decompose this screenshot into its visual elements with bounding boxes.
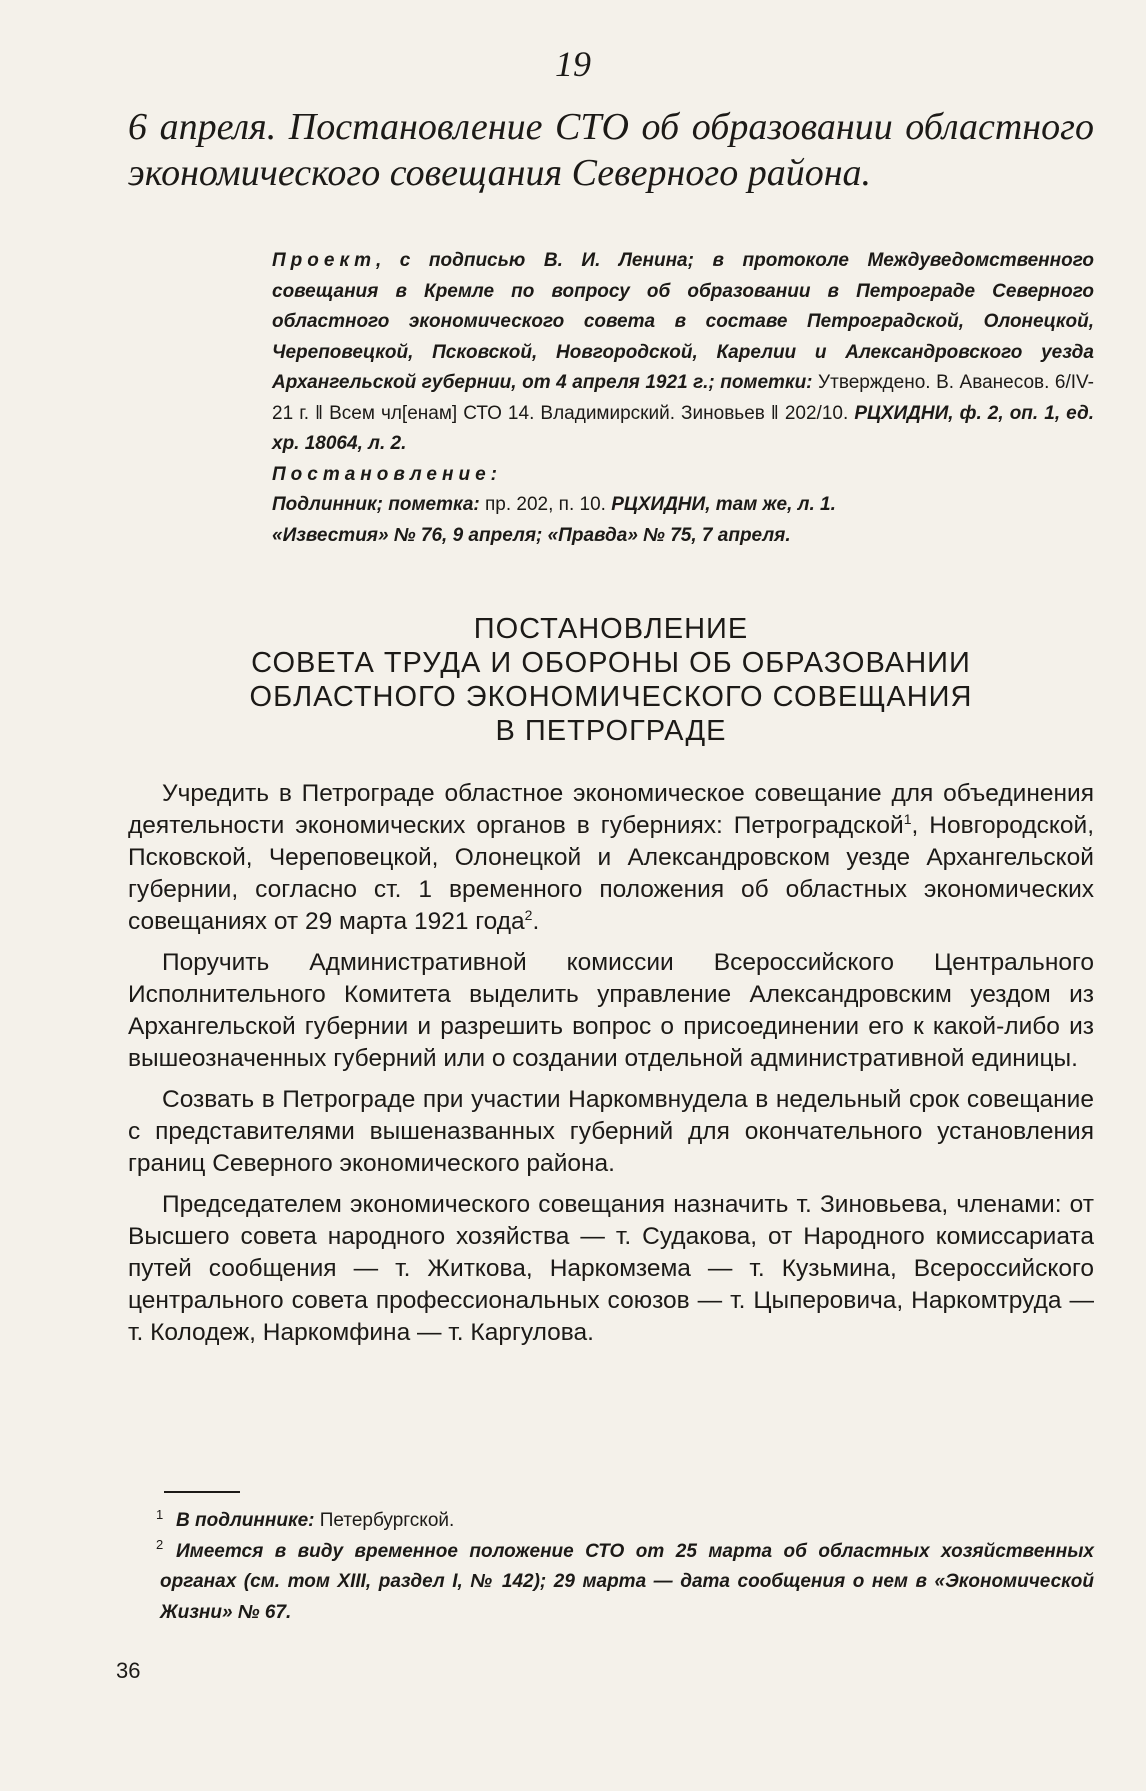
page-number: 36	[116, 1658, 141, 1683]
source-original-archive: РЦХИДНИ, там же, л. 1.	[611, 494, 836, 515]
body-paragraph-1-part-b: , Новгородской, Псковской, Череповецкой, Олонецкой и Александровском уезде Архангельской губернии, согласно ст. 1 временного положения об областных экономических совещаниях от 29 марта 1921 года	[128, 812, 1095, 935]
footnote-2: 2 Имеется в виду временное положение СТО от 25 марта об областных хозяйственных органах (см. том XIII, раздел I, № 142); 29 марта — дата сообщения о нем в «Экономической Жизни» № 67.	[156, 1537, 1094, 1623]
source-publication: «Известия» № 76, 9 апреля; «Правда» № 75, 7 апреля.	[272, 524, 791, 546]
source-draft-annotations: Утверждено. В. Аванесов. 6/IV-21 г. ‖ Всем чл[енам] СТО 14. Владимирский. Зиновьев ‖ 202/10.	[272, 372, 1095, 424]
footnote-1: 1 В подлиннике: Петербургской.	[156, 1506, 455, 1531]
footnote-1-label: В подлиннике:	[176, 1510, 320, 1531]
source-original-line	[272, 490, 1094, 521]
footnotes	[156, 1506, 1094, 1628]
title-line-3: ОБЛАСТНОГО ЭКОНОМИЧЕСКОГО СОВЕЩАНИЯ	[249, 681, 973, 713]
document-number: 19	[555, 44, 591, 84]
footnote-ref-2: 2	[524, 906, 533, 923]
body-paragraph-1	[128, 778, 1094, 938]
source-draft-label: Проект	[272, 250, 376, 271]
source-draft-description: , с подписью В. И. Ленина; в протоколе Междуведомственного совещания в Кремле по вопросу об образовании в Петрограде Северного областного экономического совета в составе Петроградской, Олонецкой, Череповецкой, Псковской, Новгородской, Карелии и Александровского уезда Архангельской губернии, от 4 апреля 1921 г.; пометки:	[272, 250, 1094, 393]
footnote-1-text: Петербургской.	[319, 1510, 455, 1531]
body-paragraph-1-part-a: Учредить в Петрограде областное экономическое совещание для объединения деятельности экономических органов в губерниях: Петроградской	[128, 780, 1094, 839]
source-resolution-label: Постановление:	[272, 463, 502, 485]
title-line-2: СОВЕТА ТРУДА И ОБОРОНЫ ОБ ОБРАЗОВАНИИ	[251, 647, 971, 679]
source-original-mark: пр. 202, п. 10.	[485, 494, 612, 515]
source-resolution-line	[272, 460, 1094, 491]
footnote-ref-1: 1	[903, 810, 912, 827]
source-draft-archive: РЦХИДНИ, ф. 2, оп. 1, ед. хр. 18064, л. 2.	[272, 402, 1094, 454]
footnote-2-text: Имеется в виду временное положение СТО от 25 марта об областных хозяйственных органах (см. том XIII, раздел I, № 142); 29 марта — дата сообщения о нем в «Экономической Жизни» № 67.	[160, 1540, 1094, 1623]
resolution-title	[128, 612, 1094, 748]
source-draft-line	[272, 246, 1094, 460]
resolution-body	[128, 778, 1094, 1358]
body-paragraph-1-part-c: .	[532, 908, 540, 935]
body-paragraph-2: Поручить Административной комиссии Всероссийского Центрального Исполнительного Комитета выделить управление Александровским уездом из Архангельской губернии и разрешить вопрос о присоединении его к какой-либо из вышеозначенных губерний или о создании отдельной административной единицы.	[128, 949, 1094, 1072]
archival-source-note	[272, 246, 1094, 551]
title-line-1: ПОСТАНОВЛЕНИЕ	[473, 613, 749, 645]
source-original-label: Подлинник; пометка:	[272, 494, 485, 515]
body-paragraph-3: Созвать в Петрограде при участии Наркомвнудела в недельный срок совещание с представителями вышеназванных губерний для окончательного установления границ Северного экономического района.	[128, 1086, 1094, 1177]
footnote-divider	[164, 1491, 240, 1493]
source-publication-line	[272, 521, 1094, 552]
document-heading: 6 апреля. Постановление СТО об образовании областного экономического совещания Северного района.	[128, 106, 1094, 194]
title-line-4: В ПЕТРОГРАДЕ	[495, 715, 727, 747]
body-paragraph-4: Председателем экономического совещания назначить т. Зиновьева, членами: от Высшего совета народного хозяйства — т. Судакова, от Народного комиссариата путей сообщения — т. Житкова, Наркомзема — т. Кузьмина, Всероссийского центрального совета профессиональных союзов — т. Цыперовича, Наркомтруда — т. Колодеж, Наркомфина — т. Каргулова.	[128, 1191, 1094, 1346]
